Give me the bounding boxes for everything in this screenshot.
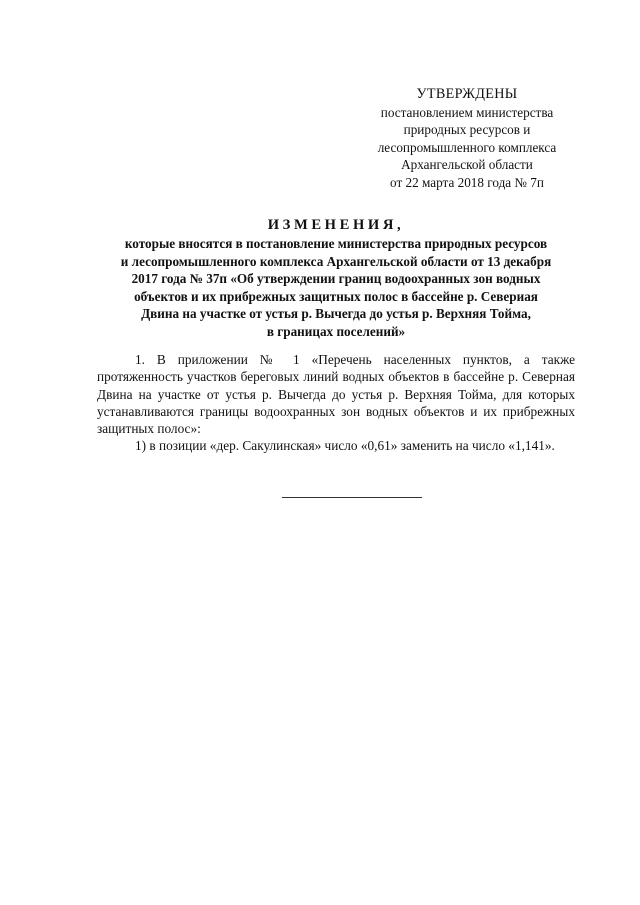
approval-line: Архангельской области xyxy=(401,157,533,172)
subtitle-line: 2017 года № 37п «Об утверждении границ водоохранных зон водных xyxy=(131,271,541,287)
approval-date-line: от 22 марта 2018 года № 7п xyxy=(390,174,544,190)
subtitle-line: и лесопромышленного комплекса Архангельской области от 13 декабря xyxy=(120,253,552,269)
subtitle-line: объектов и их прибрежных защитных полос в бассейне р. Севериая xyxy=(134,288,538,304)
approval-block xyxy=(362,86,572,191)
body-paragraph-1: 1. В приложении № 1 «Перечень населенных пунктов, а также протяженность участков береговых линий водных объектов в бассейне р. Северная Двина на участке от устья р. Вычегда до устья р. Верхняя Тойма, для которых устанавливаются границы водоохранных зон водных объектов и их прибрежных защитных полос»: xyxy=(97,352,575,437)
approval-line: природных ресурсов и xyxy=(403,122,531,137)
subtitle-line: Двина на участке от устья р. Вычегда до устья р. Верхняя Тойма, xyxy=(141,306,531,322)
end-divider xyxy=(282,497,422,498)
document-title: ИЗМЕНЕНИЯ, xyxy=(267,217,405,233)
approval-line: лесопромышленного комплекса xyxy=(377,139,557,155)
subtitle-line: которые вносятся в постановление министерства природных ресурсов xyxy=(124,236,548,251)
document-title-block xyxy=(88,215,584,341)
approval-heading: УТВЕРЖДЕНЫ xyxy=(416,86,518,102)
subtitle-line: в границах поселений» xyxy=(266,323,406,339)
approval-line: постановлением министерства xyxy=(380,104,554,120)
body-paragraph-2: 1) в позиции «дер. Сакулинская» число «0,61» заменить на число «1,141». xyxy=(135,438,555,454)
document-body xyxy=(97,351,575,455)
